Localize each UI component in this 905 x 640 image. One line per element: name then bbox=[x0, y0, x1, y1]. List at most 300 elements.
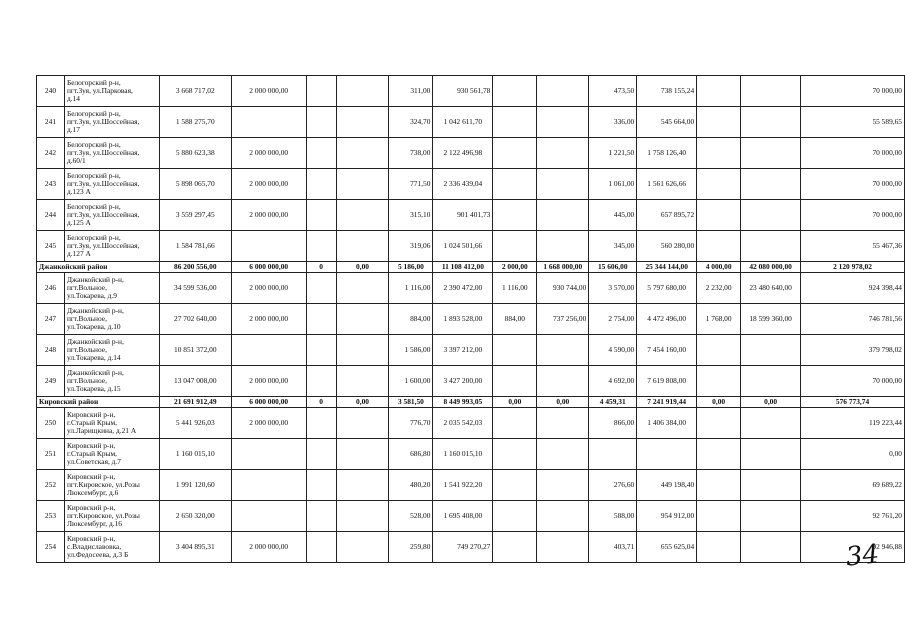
value-cell: 746 781,56 bbox=[801, 304, 905, 335]
value-cell bbox=[537, 470, 589, 501]
value-cell: 4 590,00 bbox=[589, 335, 637, 366]
value-cell bbox=[306, 335, 336, 366]
address-line: д.123 А bbox=[66, 187, 91, 196]
value-cell: 69 689,22 bbox=[801, 470, 905, 501]
value-cell bbox=[589, 439, 637, 470]
value-cell bbox=[336, 76, 389, 107]
value-cell: 0,00 bbox=[697, 397, 741, 408]
value-cell: 3 397 212,00 bbox=[433, 335, 493, 366]
value-cell: 3 559 297,45 bbox=[159, 200, 231, 231]
value-cell bbox=[493, 231, 537, 262]
value-cell: 15 606,00 bbox=[589, 262, 637, 273]
value-cell: 0,00 bbox=[537, 397, 589, 408]
value-cell bbox=[741, 366, 801, 397]
row-number: 249 bbox=[37, 366, 65, 397]
table-row bbox=[37, 439, 905, 470]
value-cell: 4 472 496,00 bbox=[637, 304, 697, 335]
value-cell: 70 000,00 bbox=[801, 169, 905, 200]
value-cell: 319,06 bbox=[389, 231, 433, 262]
table-row bbox=[37, 335, 905, 366]
district-total-row bbox=[37, 397, 905, 408]
value-cell bbox=[306, 501, 336, 532]
address-line: Джанкойский р-н, bbox=[66, 275, 124, 284]
address-cell bbox=[64, 439, 159, 470]
value-cell: 0 bbox=[306, 262, 336, 273]
value-cell: 545 664,00 bbox=[637, 107, 697, 138]
value-cell: 23 480 640,00 bbox=[741, 273, 801, 304]
value-cell bbox=[537, 408, 589, 439]
value-cell bbox=[493, 439, 537, 470]
value-cell bbox=[537, 76, 589, 107]
value-cell bbox=[336, 335, 389, 366]
value-cell: 2 000 000,00 bbox=[231, 169, 306, 200]
value-cell: 379 798,02 bbox=[801, 335, 905, 366]
address-line: Джанкойский р-н, bbox=[66, 306, 124, 315]
value-cell: 7 454 160,00 bbox=[637, 335, 697, 366]
value-cell bbox=[306, 138, 336, 169]
value-cell bbox=[493, 200, 537, 231]
value-cell: 1 406 384,00 bbox=[637, 408, 697, 439]
value-cell bbox=[493, 169, 537, 200]
value-cell bbox=[697, 439, 741, 470]
value-cell bbox=[306, 304, 336, 335]
address-cell bbox=[64, 200, 159, 231]
value-cell: 588,00 bbox=[589, 501, 637, 532]
value-cell bbox=[741, 408, 801, 439]
address-line: пгт.Зуя, ул.Шоссейная, bbox=[66, 241, 140, 250]
row-number: 252 bbox=[37, 470, 65, 501]
value-cell: 4 692,00 bbox=[589, 366, 637, 397]
value-cell: 0 bbox=[306, 397, 336, 408]
value-cell: 884,00 bbox=[389, 304, 433, 335]
value-cell bbox=[336, 470, 389, 501]
value-cell bbox=[306, 408, 336, 439]
value-cell bbox=[697, 76, 741, 107]
value-cell bbox=[493, 76, 537, 107]
value-cell: 3 427 200,00 bbox=[433, 366, 493, 397]
address-line: пгт.Зуя, ул.Парковая, bbox=[66, 86, 133, 95]
value-cell: 70 000,00 bbox=[801, 200, 905, 231]
value-cell: 5 186,00 bbox=[389, 262, 433, 273]
value-cell: 657 895,72 bbox=[637, 200, 697, 231]
address-cell bbox=[64, 501, 159, 532]
address-line: д.60/1 bbox=[66, 156, 86, 165]
value-cell: 930 561,78 bbox=[433, 76, 493, 107]
value-cell bbox=[537, 231, 589, 262]
value-cell bbox=[336, 107, 389, 138]
address-cell bbox=[64, 138, 159, 169]
table-row bbox=[37, 273, 905, 304]
value-cell: 8 449 993,05 bbox=[433, 397, 493, 408]
value-cell bbox=[697, 470, 741, 501]
address-line: Белогорский р-н, bbox=[66, 109, 121, 118]
address-line: пгт.Зуя, ул.Шоссейная, bbox=[66, 179, 140, 188]
row-number: 251 bbox=[37, 439, 65, 470]
value-cell bbox=[336, 169, 389, 200]
value-cell: 2 000 000,00 bbox=[231, 304, 306, 335]
address-cell bbox=[64, 408, 159, 439]
value-cell bbox=[336, 138, 389, 169]
value-cell bbox=[697, 366, 741, 397]
district-name: Кировский район bbox=[37, 397, 160, 408]
table-row bbox=[37, 231, 905, 262]
value-cell bbox=[537, 439, 589, 470]
value-cell: 2 232,00 bbox=[697, 273, 741, 304]
address-line: с.Владиславовка, bbox=[66, 542, 122, 551]
value-cell: 749 270,27 bbox=[433, 532, 493, 563]
value-cell bbox=[741, 200, 801, 231]
address-line: д.127 А bbox=[66, 249, 91, 258]
value-cell bbox=[697, 200, 741, 231]
value-cell bbox=[231, 501, 306, 532]
row-number: 244 bbox=[37, 200, 65, 231]
value-cell bbox=[697, 408, 741, 439]
value-cell bbox=[336, 439, 389, 470]
value-cell: 2 754,00 bbox=[589, 304, 637, 335]
value-cell: 901 401,73 bbox=[433, 200, 493, 231]
value-cell bbox=[493, 138, 537, 169]
value-cell bbox=[306, 273, 336, 304]
table-row bbox=[37, 200, 905, 231]
value-cell: 528,00 bbox=[389, 501, 433, 532]
address-line: ул.Токарева, д.10 bbox=[66, 322, 121, 331]
value-cell bbox=[231, 231, 306, 262]
address-line: Джанкойский р-н, bbox=[66, 337, 124, 346]
value-cell bbox=[493, 408, 537, 439]
row-number: 250 bbox=[37, 408, 65, 439]
address-line: Джанкойский р-н, bbox=[66, 368, 124, 377]
value-cell: 1 758 126,40 bbox=[637, 138, 697, 169]
value-cell bbox=[741, 138, 801, 169]
value-cell bbox=[306, 439, 336, 470]
value-cell: 884,00 bbox=[493, 304, 537, 335]
value-cell bbox=[537, 107, 589, 138]
value-cell bbox=[231, 335, 306, 366]
value-cell bbox=[697, 231, 741, 262]
value-cell: 119 223,44 bbox=[801, 408, 905, 439]
value-cell bbox=[493, 532, 537, 563]
value-cell: 738 155,24 bbox=[637, 76, 697, 107]
value-cell bbox=[741, 532, 801, 563]
value-cell: 1 991 120,60 bbox=[159, 470, 231, 501]
value-cell: 1 541 922,20 bbox=[433, 470, 493, 501]
row-number: 242 bbox=[37, 138, 65, 169]
address-cell bbox=[64, 470, 159, 501]
value-cell bbox=[306, 366, 336, 397]
value-cell bbox=[306, 532, 336, 563]
address-line: Белогорский р-н, bbox=[66, 202, 121, 211]
value-cell: 1 600,00 bbox=[389, 366, 433, 397]
value-cell bbox=[741, 439, 801, 470]
address-line: Кировский р-н, bbox=[66, 534, 116, 543]
row-number: 245 bbox=[37, 231, 65, 262]
value-cell bbox=[741, 470, 801, 501]
data-table bbox=[36, 75, 905, 563]
address-line: пгт.Вольное, bbox=[66, 345, 107, 354]
row-number: 247 bbox=[37, 304, 65, 335]
address-line: Люксембург, д.6 bbox=[66, 488, 119, 497]
value-cell: 1 221,50 bbox=[589, 138, 637, 169]
value-cell: 27 702 640,00 bbox=[159, 304, 231, 335]
value-cell: 449 198,40 bbox=[637, 470, 697, 501]
address-line: пгт.Зуя, ул.Шоссейная, bbox=[66, 210, 140, 219]
value-cell bbox=[336, 231, 389, 262]
table-row bbox=[37, 366, 905, 397]
table-row bbox=[37, 76, 905, 107]
value-cell: 2 000 000,00 bbox=[231, 273, 306, 304]
value-cell: 2 035 542,03 bbox=[433, 408, 493, 439]
value-cell: 3 668 717,02 bbox=[159, 76, 231, 107]
value-cell: 2 000 000,00 bbox=[231, 76, 306, 107]
value-cell: 1 586,00 bbox=[389, 335, 433, 366]
value-cell bbox=[537, 138, 589, 169]
value-cell bbox=[697, 501, 741, 532]
value-cell: 324,70 bbox=[389, 107, 433, 138]
value-cell: 345,00 bbox=[589, 231, 637, 262]
value-cell: 0,00 bbox=[801, 439, 905, 470]
address-line: Люксембург, д.16 bbox=[66, 519, 122, 528]
value-cell: 2 336 439,04 bbox=[433, 169, 493, 200]
value-cell: 2 000,00 bbox=[493, 262, 537, 273]
row-number: 243 bbox=[37, 169, 65, 200]
address-line: ул.Токарева, д.9 bbox=[66, 291, 117, 300]
value-cell bbox=[306, 76, 336, 107]
value-cell bbox=[697, 169, 741, 200]
address-cell bbox=[64, 366, 159, 397]
value-cell bbox=[493, 335, 537, 366]
table-body bbox=[37, 76, 905, 563]
row-number: 240 bbox=[37, 76, 65, 107]
address-line: пгт.Кировское, ул.Розы bbox=[66, 480, 140, 489]
value-cell: 2 390 472,00 bbox=[433, 273, 493, 304]
value-cell: 6 000 000,00 bbox=[231, 262, 306, 273]
value-cell: 0,00 bbox=[493, 397, 537, 408]
value-cell bbox=[537, 169, 589, 200]
address-line: Кировский р-н, bbox=[66, 472, 116, 481]
address-cell bbox=[64, 532, 159, 563]
address-line: д.17 bbox=[66, 125, 80, 134]
address-cell bbox=[64, 273, 159, 304]
value-cell: 576 773,74 bbox=[801, 397, 905, 408]
address-line: Белогорский р-н, bbox=[66, 78, 121, 87]
address-line: Кировский р-н, bbox=[66, 503, 116, 512]
value-cell bbox=[306, 200, 336, 231]
value-cell: 2 000 000,00 bbox=[231, 200, 306, 231]
value-cell: 1 668 000,00 bbox=[537, 262, 589, 273]
value-cell: 55 467,36 bbox=[801, 231, 905, 262]
value-cell: 738,00 bbox=[389, 138, 433, 169]
address-line: Белогорский р-н, bbox=[66, 140, 121, 149]
value-cell: 1 116,00 bbox=[493, 273, 537, 304]
value-cell: 1 768,00 bbox=[697, 304, 741, 335]
value-cell: 771,50 bbox=[389, 169, 433, 200]
value-cell bbox=[741, 169, 801, 200]
value-cell: 7 241 919,44 bbox=[637, 397, 697, 408]
value-cell: 0,00 bbox=[741, 397, 801, 408]
value-cell: 4 459,31 bbox=[589, 397, 637, 408]
table-row bbox=[37, 532, 905, 563]
value-cell: 2 000 000,00 bbox=[231, 366, 306, 397]
value-cell: 924 398,44 bbox=[801, 273, 905, 304]
value-cell: 6 000 000,00 bbox=[231, 397, 306, 408]
value-cell: 1 695 408,00 bbox=[433, 501, 493, 532]
page-number: 34 bbox=[844, 539, 881, 573]
address-line: пгт.Вольное, bbox=[66, 376, 107, 385]
address-line: пгт.Вольное, bbox=[66, 283, 107, 292]
value-cell: 336,00 bbox=[589, 107, 637, 138]
value-cell bbox=[493, 501, 537, 532]
value-cell: 10 851 372,00 bbox=[159, 335, 231, 366]
value-cell bbox=[537, 200, 589, 231]
value-cell bbox=[493, 366, 537, 397]
row-number: 254 bbox=[37, 532, 65, 563]
value-cell bbox=[537, 335, 589, 366]
value-cell: 1 561 626,66 bbox=[637, 169, 697, 200]
district-name: Джанкойский район bbox=[37, 262, 160, 273]
address-line: пгт.Зуя, ул.Шоссейная, bbox=[66, 117, 140, 126]
value-cell: 34 599 536,00 bbox=[159, 273, 231, 304]
value-cell bbox=[637, 439, 697, 470]
address-cell bbox=[64, 76, 159, 107]
value-cell: 1 160 015,10 bbox=[159, 439, 231, 470]
value-cell: 3 570,00 bbox=[589, 273, 637, 304]
value-cell bbox=[741, 76, 801, 107]
value-cell: 0,00 bbox=[336, 397, 389, 408]
value-cell bbox=[306, 107, 336, 138]
value-cell: 473,50 bbox=[589, 76, 637, 107]
value-cell: 2 122 496,98 bbox=[433, 138, 493, 169]
address-line: г.Старый Крым, bbox=[66, 449, 118, 458]
value-cell: 1 061,00 bbox=[589, 169, 637, 200]
address-line: Кировский р-н, bbox=[66, 410, 116, 419]
address-cell bbox=[64, 335, 159, 366]
value-cell: 1 024 501,66 bbox=[433, 231, 493, 262]
value-cell: 311,00 bbox=[389, 76, 433, 107]
value-cell bbox=[741, 107, 801, 138]
table-row bbox=[37, 408, 905, 439]
value-cell: 21 691 912,49 bbox=[159, 397, 231, 408]
address-line: Белогорский р-н, bbox=[66, 171, 121, 180]
value-cell bbox=[697, 107, 741, 138]
district-total-row bbox=[37, 262, 905, 273]
value-cell: 930 744,00 bbox=[537, 273, 589, 304]
value-cell bbox=[336, 200, 389, 231]
value-cell bbox=[336, 273, 389, 304]
address-cell bbox=[64, 231, 159, 262]
table-row bbox=[37, 107, 905, 138]
value-cell bbox=[306, 231, 336, 262]
address-line: пгт.Вольное, bbox=[66, 314, 107, 323]
table-row bbox=[37, 501, 905, 532]
address-cell bbox=[64, 304, 159, 335]
address-line: Кировский р-н, bbox=[66, 441, 116, 450]
address-line: пгт.Кировское, ул.Розы bbox=[66, 511, 140, 520]
value-cell bbox=[231, 470, 306, 501]
row-number: 248 bbox=[37, 335, 65, 366]
value-cell: 1 584 781,66 bbox=[159, 231, 231, 262]
value-cell: 4 000,00 bbox=[697, 262, 741, 273]
value-cell: 1 893 528,00 bbox=[433, 304, 493, 335]
value-cell: 42 080 000,00 bbox=[741, 262, 801, 273]
value-cell: 13 047 008,00 bbox=[159, 366, 231, 397]
value-cell bbox=[336, 501, 389, 532]
value-cell: 1 116,00 bbox=[389, 273, 433, 304]
value-cell: 737 256,00 bbox=[537, 304, 589, 335]
address-line: ул.Советская, д.7 bbox=[66, 457, 121, 466]
value-cell bbox=[231, 439, 306, 470]
value-cell: 686,80 bbox=[389, 439, 433, 470]
value-cell: 5 797 680,00 bbox=[637, 273, 697, 304]
value-cell: 7 619 808,00 bbox=[637, 366, 697, 397]
value-cell: 403,71 bbox=[589, 532, 637, 563]
value-cell bbox=[741, 501, 801, 532]
address-line: ул.Токарева, д.15 bbox=[66, 384, 121, 393]
value-cell: 3 581,50 bbox=[389, 397, 433, 408]
value-cell: 954 912,00 bbox=[637, 501, 697, 532]
value-cell: 92 761,20 bbox=[801, 501, 905, 532]
address-line: пгт.Зуя, ул.Шоссейная, bbox=[66, 148, 140, 157]
value-cell bbox=[741, 335, 801, 366]
value-cell: 276,60 bbox=[589, 470, 637, 501]
value-cell bbox=[336, 366, 389, 397]
value-cell: 2 120 978,02 bbox=[801, 262, 905, 273]
address-cell bbox=[64, 169, 159, 200]
table-row bbox=[37, 304, 905, 335]
value-cell: 70 000,00 bbox=[801, 366, 905, 397]
value-cell: 2 650 320,00 bbox=[159, 501, 231, 532]
value-cell: 86 200 556,00 bbox=[159, 262, 231, 273]
value-cell: 1 042 611,70 bbox=[433, 107, 493, 138]
value-cell: 866,00 bbox=[589, 408, 637, 439]
value-cell: 5 441 926,03 bbox=[159, 408, 231, 439]
value-cell: 70 000,00 bbox=[801, 138, 905, 169]
value-cell bbox=[493, 107, 537, 138]
address-line: д.14 bbox=[66, 94, 80, 103]
value-cell: 55 589,65 bbox=[801, 107, 905, 138]
value-cell: 259,80 bbox=[389, 532, 433, 563]
value-cell: 5 880 623,38 bbox=[159, 138, 231, 169]
value-cell bbox=[697, 532, 741, 563]
value-cell: 18 599 360,00 bbox=[741, 304, 801, 335]
address-line: ул.Ларищкина, д.21 А bbox=[66, 426, 137, 435]
address-line: г.Старый Крым, bbox=[66, 418, 118, 427]
table-row bbox=[37, 470, 905, 501]
value-cell: 2 000 000,00 bbox=[231, 138, 306, 169]
value-cell: 776,70 bbox=[389, 408, 433, 439]
value-cell: 655 625,04 bbox=[637, 532, 697, 563]
value-cell: 11 108 412,00 bbox=[433, 262, 493, 273]
value-cell: 2 000 000,00 bbox=[231, 408, 306, 439]
value-cell bbox=[336, 532, 389, 563]
table-row bbox=[37, 138, 905, 169]
row-number: 241 bbox=[37, 107, 65, 138]
address-line: ул.Федосеева, д.3 Б bbox=[66, 550, 129, 559]
value-cell: 480,20 bbox=[389, 470, 433, 501]
table-row bbox=[37, 169, 905, 200]
value-cell: 1 588 275,70 bbox=[159, 107, 231, 138]
value-cell bbox=[306, 169, 336, 200]
address-line: Белогорский р-н, bbox=[66, 233, 121, 242]
value-cell bbox=[336, 408, 389, 439]
value-cell: 3 404 895,31 bbox=[159, 532, 231, 563]
value-cell bbox=[697, 335, 741, 366]
row-number: 246 bbox=[37, 273, 65, 304]
value-cell: 1 160 015,10 bbox=[433, 439, 493, 470]
value-cell: 70 000,00 bbox=[801, 76, 905, 107]
value-cell bbox=[493, 470, 537, 501]
address-cell bbox=[64, 107, 159, 138]
value-cell: 445,00 bbox=[589, 200, 637, 231]
